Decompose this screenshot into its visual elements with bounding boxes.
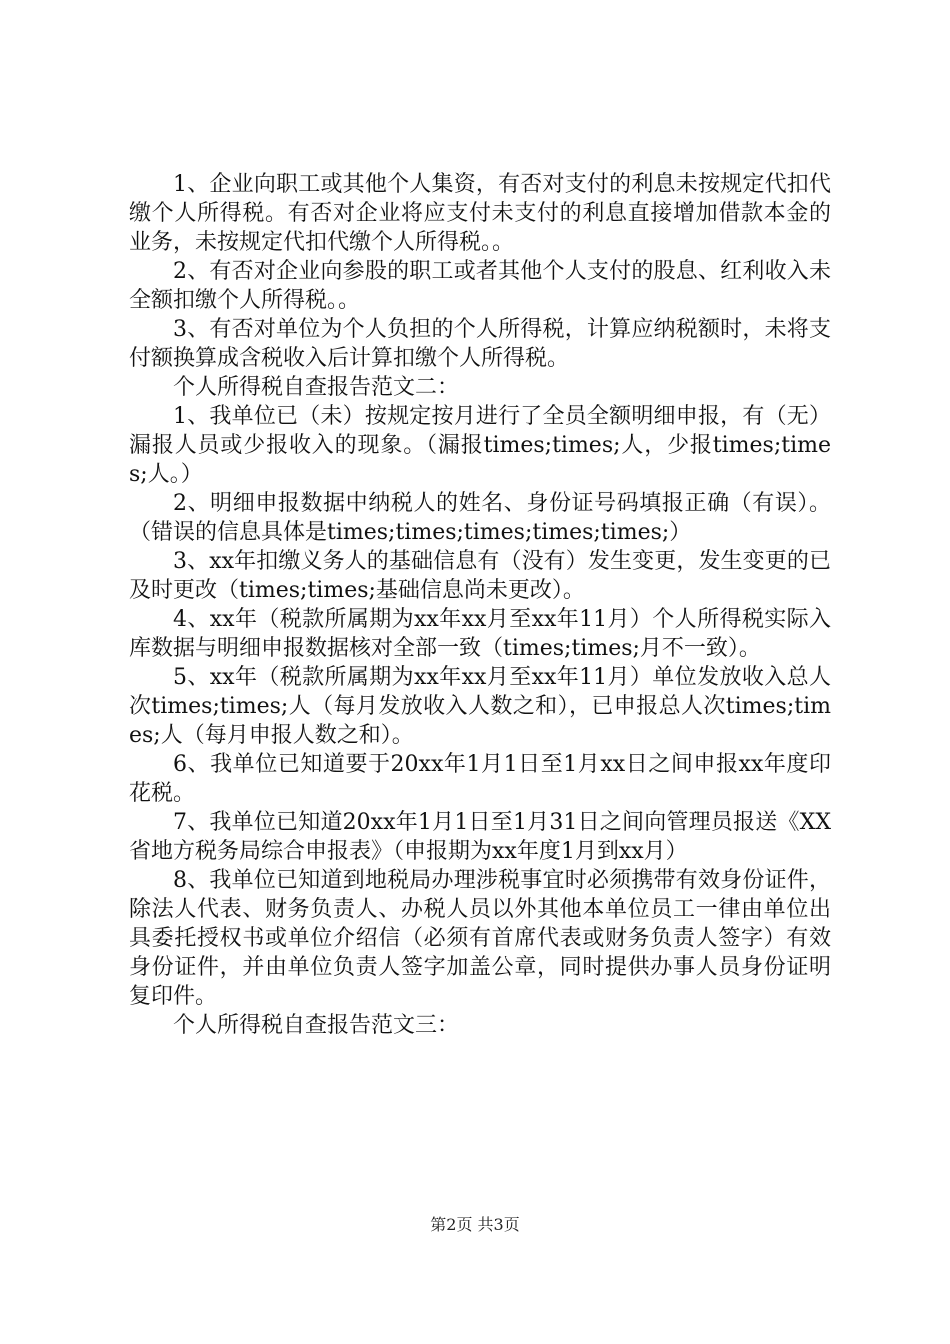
paragraph-6: 3、xx年扣缴义务人的基础信息有（没有）发生变更，发生变更的已及时更改（times;times;基础信息尚未更改）。 [129, 549, 831, 603]
paragraph-5: 2、明细申报数据中纳税人的姓名、身份证号码填报正确（有误）。（错误的信息具体是times;times;times;times;times;） [129, 491, 831, 545]
paragraph-7: 4、xx年（税款所属期为xx年xx月至xx年11月）个人所得税实际入库数据与明细申报数据核对全部一致（times;times;月不一致）。 [129, 607, 831, 661]
paragraph-1: 1、企业向职工或其他个人集资，有否对支付的利息未按规定代扣代缴个人所得税。有否对企业将应支付未支付的利息直接增加借款本金的业务，未按规定代扣代缴个人所得税。。 [129, 172, 831, 255]
section-heading-3: 个人所得税自查报告范文三： [173, 1013, 460, 1038]
paragraph-4: 1、我单位已（未）按规定按月进行了全员全额明细申报，有（无）漏报人员或少报收入的现象。（漏报times;times;人，少报times;times;人。） [129, 404, 831, 487]
paragraph-2: 2、有否对企业向参股的职工或者其他个人支付的股息、红利收入未全额扣缴个人所得税。。 [129, 259, 831, 313]
paragraph-9: 6、我单位已知道要于20xx年1月1日至1月xx日之间申报xx年度印花税。 [129, 752, 831, 806]
document-body [129, 170, 831, 1040]
page-footer: 第2页 共3页 [430, 1215, 520, 1234]
paragraph-8: 5、xx年（税款所属期为xx年xx月至xx年11月）单位发放收入总人次times;times;人（每月发放收入人数之和），已申报总人次times;times;人（每月申报人数之和）。 [129, 665, 831, 748]
paragraph-3: 3、有否对单位为个人负担的个人所得税，计算应纳税额时，未将支付额换算成含税收入后计算扣缴个人所得税。 [129, 317, 831, 371]
section-heading-2: 个人所得税自查报告范文二： [173, 375, 460, 400]
paragraph-11: 8、我单位已知道到地税局办理涉税事宜时必须携带有效身份证件，除法人代表、财务负责人、办税人员以外其他本单位员工一律由单位出具委托授权书或单位介绍信（必须有首席代表或财务负责人签字）有效身份证件，并由单位负责人签字加盖公章，同时提供办事人员身份证明复印件。 [129, 868, 831, 1009]
paragraph-10: 7、我单位已知道20xx年1月1日至1月31日之间向管理员报送《XX省地方税务局综合申报表》（申报期为xx年度1月到xx月） [129, 810, 831, 864]
